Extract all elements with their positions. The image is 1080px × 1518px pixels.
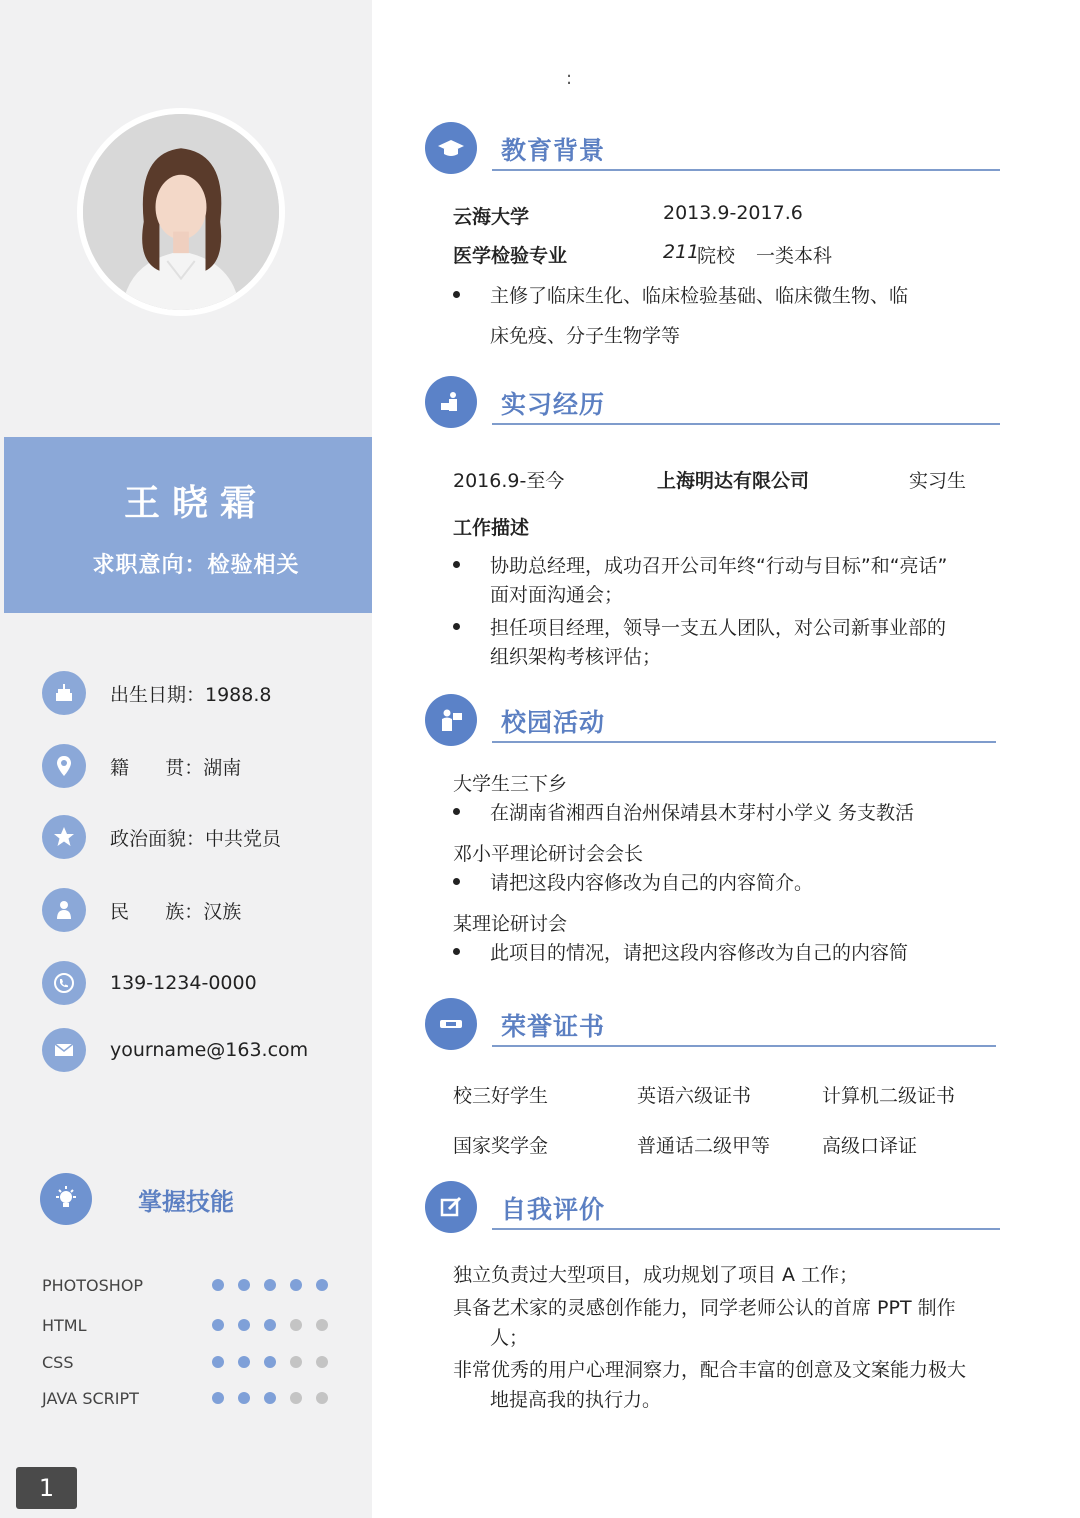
self-eval-line: 非常优秀的用户心理洞察力，配合丰富的创意及文案能力极大 [453,1359,967,1381]
skill-level-dots [212,1279,328,1291]
skill-dot-empty [290,1356,302,1368]
school-tier-label: 院校 [697,245,736,267]
duty-line: 面对面沟通会； [490,584,624,606]
section-internship-header [425,376,1000,432]
section-honors-header [425,998,1000,1054]
bullet-dot [453,878,460,885]
section-title: 自我评价 [501,1195,606,1224]
section-campus-header [425,694,1000,750]
duty-line: 担任项目经理，领导一支五人团队，对公司新事业部的 [490,617,947,639]
skill-row [42,1350,342,1374]
bullet-dot [453,623,460,630]
skill-dot-filled [238,1279,250,1291]
skill-dot-empty [316,1319,328,1331]
skill-dot-empty [290,1392,302,1404]
self-eval-line: 人； [490,1327,529,1349]
lightbulb-icon [40,1173,92,1225]
skill-dot-empty [316,1356,328,1368]
section-divider [492,423,1000,425]
job-objective: 求职意向：检验相关 [92,553,300,578]
star-icon [42,815,86,859]
honor-item: 计算机二级证书 [822,1085,956,1107]
self-eval-line: 地提高我的执行力。 [490,1389,662,1411]
skill-dot-filled [212,1392,224,1404]
activity-detail: 此项目的情况，请把这段内容修改为自己的内容简 [490,942,909,964]
info-text: 出生日期：1988.8 [110,683,272,706]
school-tier-number: 211 [663,241,700,263]
bullet-dot [453,808,460,815]
skill-dot-filled [212,1319,224,1331]
bullet-dot [453,948,460,955]
section-self-eval-header [425,1181,1000,1237]
skill-level-dots [212,1356,328,1368]
skill-dot-empty [316,1392,328,1404]
skill-name: HTML [42,1315,87,1335]
skill-dot-filled [264,1279,276,1291]
skill-name: CSS [42,1352,74,1372]
presenter-icon [425,694,477,746]
section-divider [492,1045,996,1047]
phone-icon [42,961,86,1005]
info-hometown [42,744,241,788]
skill-row [42,1313,342,1337]
honor-item: 国家奖学金 [453,1135,549,1157]
info-political [42,815,281,859]
section-title: 实习经历 [501,390,606,419]
internship-period: 2016.9-至今 [453,470,565,492]
section-title: 校园活动 [501,708,606,737]
info-phone [42,961,257,1005]
study-period: 2013.9-2017.6 [663,202,803,224]
edit-icon [425,1181,477,1233]
mail-icon [42,1028,86,1072]
skill-name: JAVA SCRIPT [42,1388,139,1408]
skill-dot-filled [316,1279,328,1291]
stray-colon: : [566,68,573,89]
work-description-title: 工作描述 [453,517,530,539]
info-text: 139-1234-0000 [110,972,257,994]
section-divider [492,169,1000,171]
skill-level-dots [212,1319,328,1331]
skill-dot-filled [238,1319,250,1331]
info-birthdate [42,671,271,715]
duty-line: 协助总经理，成功召开公司年终“行动与目标”和“亮话” [490,555,948,577]
skill-row [42,1273,342,1297]
courses-line: 主修了临床生化、临床检验基础、临床微生物、临 [490,285,909,307]
major: 医学检验专业 [453,245,568,267]
honor-item: 校三好学生 [453,1085,549,1107]
skill-dot-filled [290,1279,302,1291]
location-pin-icon [42,744,86,788]
honor-item: 普通话二级甲等 [637,1135,771,1157]
activity-detail: 在湖南省湘西自治州保靖县木芽村小学义 务支教活 [490,802,915,824]
info-text: 民 族：汉族 [110,900,242,923]
bullet-dot [453,291,460,298]
section-title: 教育背景 [501,136,606,165]
info-email [42,1028,308,1072]
info-ethnicity [42,888,241,932]
activity-name: 某理论研讨会 [453,913,568,935]
section-divider [492,1228,1000,1230]
person-icon [42,888,86,932]
school-name: 云海大学 [453,206,530,228]
skill-dot-filled [238,1356,250,1368]
info-text: 籍 贯：湖南 [110,756,242,779]
skill-dot-empty [290,1319,302,1331]
activity-name: 大学生三下乡 [453,773,568,795]
info-text: 政治面貌：中共党员 [110,827,282,850]
honor-item: 英语六级证书 [637,1085,752,1107]
info-text: yourname@163.com [110,1039,309,1061]
self-eval-line: 具备艺术家的灵感创作能力，同学老师公认的首席 PPT 制作 [453,1297,956,1319]
section-education-header [425,122,1000,178]
cake-icon [42,671,86,715]
skills-header [40,1173,234,1225]
page-number: 1 [16,1467,77,1509]
skill-level-dots [212,1392,328,1404]
skills-title: 掌握技能 [138,1187,234,1216]
section-title: 荣誉证书 [501,1012,606,1041]
skill-dot-filled [264,1356,276,1368]
skill-name: PHOTOSHOP [42,1275,144,1295]
degree: 一类本科 [756,245,833,267]
section-divider [492,741,996,743]
skill-row [42,1386,342,1410]
briefcase-person-icon [425,376,477,428]
skill-dot-filled [212,1279,224,1291]
profile-photo [77,108,285,316]
skill-dot-filled [264,1319,276,1331]
honor-item: 高级口译证 [822,1135,918,1157]
activity-detail: 请把这段内容修改为自己的内容简介。 [490,872,814,894]
duty-line: 组织架构考核评估； [490,646,662,668]
self-eval-line: 独立负责过大型项目，成功规划了项目 A 工作； [453,1264,859,1286]
activity-name: 邓小平理论研讨会会长 [453,843,644,865]
job-role: 实习生 [909,470,967,492]
courses-line: 床免疫、分子生物学等 [490,325,681,347]
skill-dot-filled [212,1356,224,1368]
graduation-cap-icon [425,122,477,174]
portrait-image [83,114,279,310]
company-name: 上海明达有限公司 [657,470,810,492]
bullet-dot [453,561,460,568]
certificate-icon [425,998,477,1050]
skill-dot-filled [264,1392,276,1404]
candidate-name: 王晓霜 [123,483,268,524]
skill-dot-filled [238,1392,250,1404]
